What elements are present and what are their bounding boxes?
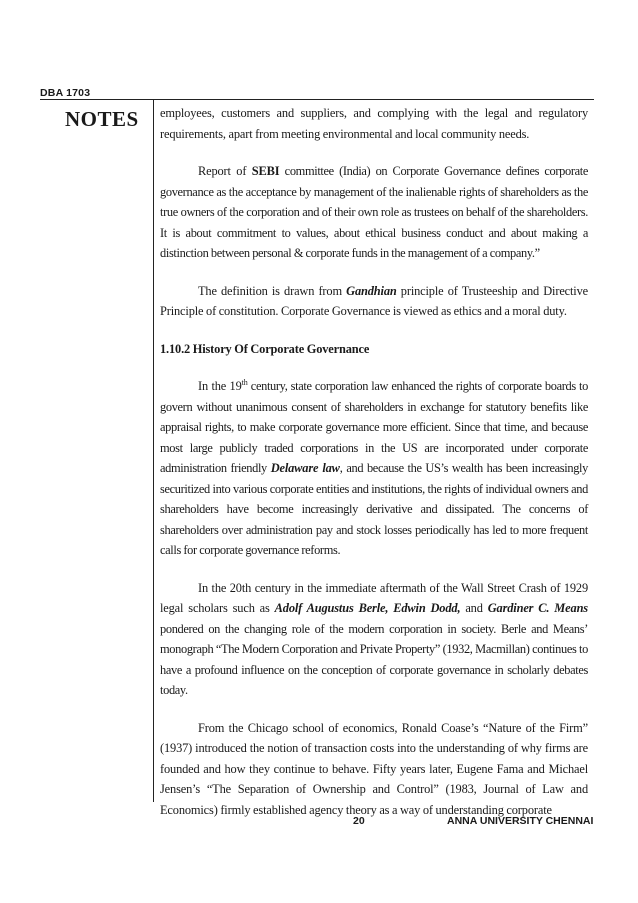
p4-text-b: century, state corporation law enhanced the rights of corporate boards to govern without unanimous consent of shareholders in exchange for statutory benefits like appraisal rights, to make corporate governance more efficient. Since that time, and because most large publicly traded corporations in the US are incorporated under corporate administration friendly xyxy=(160,379,588,475)
p5-text-c: and xyxy=(460,601,488,615)
p2-text-c: committee (India) on Corporate Governance defines corporate governance as the acceptance by management of the inalienable rights of shareholders as the true owners of the corporation and of their own role as trustees on behalf of the shareholders. It is about commitment to values, about ethical business conduct and about making a distinction between personal & corporate funds in the management of a company.” xyxy=(160,164,589,260)
paragraph-2 xyxy=(160,161,588,264)
paragraph-6: From the Chicago school of economics, Ronald Coase’s “Nature of the Firm” (1937) introduced the notion of transaction costs into the understanding of why firms are founded and how they continue to behave. Fifty years later, Eugene Fama and Michael Jensen’s “The Separation of Ownership and Control” (1983, Journal of Law and Economics) firmly established agency theory as a way of understanding corporate xyxy=(160,720,588,817)
p5-text-a: In the 20th century in the immediate aftermath of the Wall Street Crash of 1929 legal scholars such as xyxy=(160,580,588,615)
p3-gandhian: Gandhian xyxy=(346,283,397,298)
p2-text-a: Report of xyxy=(198,164,252,178)
p3-text-c: principle of Trusteeship and Directive Principle of constitution. Corporate Governance is viewed as ethics and a moral duty. xyxy=(160,283,588,318)
p5-text-e: pondered on the changing role of the modern corporation in society. Berle and Means’ monograph “The Modern Corporation and Private Property” (1932, Macmillan) continues to have a profound influence on the conception of corporate governance in scholarly debates today. xyxy=(160,621,588,697)
course-code: DBA 1703 xyxy=(40,87,91,99)
p3-text-a: The definition is drawn from xyxy=(198,283,347,298)
margin-rule xyxy=(153,100,154,802)
p4-text-d: , and because the US’s wealth has been increasingly securitized into various corporate entities and institutions, the rights of individual owners and shareholders have become increasingly derivative and dissipated. The concerns of shareholders over administration pay and stock losses periodically has led to more frequent calls for corporate governance reforms. xyxy=(160,461,588,557)
page-number: 20 xyxy=(353,815,365,827)
notes-label: NOTES xyxy=(65,107,139,131)
p5-means: Gardiner C. Means xyxy=(487,601,588,615)
header-rule xyxy=(40,99,594,100)
p4-delaware-law: Delaware law xyxy=(270,461,340,475)
p4-text-a: In the 19 xyxy=(198,379,242,393)
p4-superscript: th xyxy=(241,377,248,387)
p5-scholars: Adolf Augustus Berle, Edwin Dodd, xyxy=(274,601,461,615)
paragraph-3 xyxy=(160,281,588,322)
paragraph-1: employees, customers and suppliers, and complying with the legal and regulatory requirements, apart from meeting environmental and local community needs. xyxy=(160,106,588,141)
paragraph-4 xyxy=(160,376,588,561)
section-heading: 1.10.2 History Of Corporate Governance xyxy=(160,341,370,356)
p2-sebi: SEBI xyxy=(251,164,280,178)
paragraph-5 xyxy=(160,578,588,701)
page-body xyxy=(160,103,588,837)
university-name: ANNA UNIVERSITY CHENNAI xyxy=(447,815,594,827)
